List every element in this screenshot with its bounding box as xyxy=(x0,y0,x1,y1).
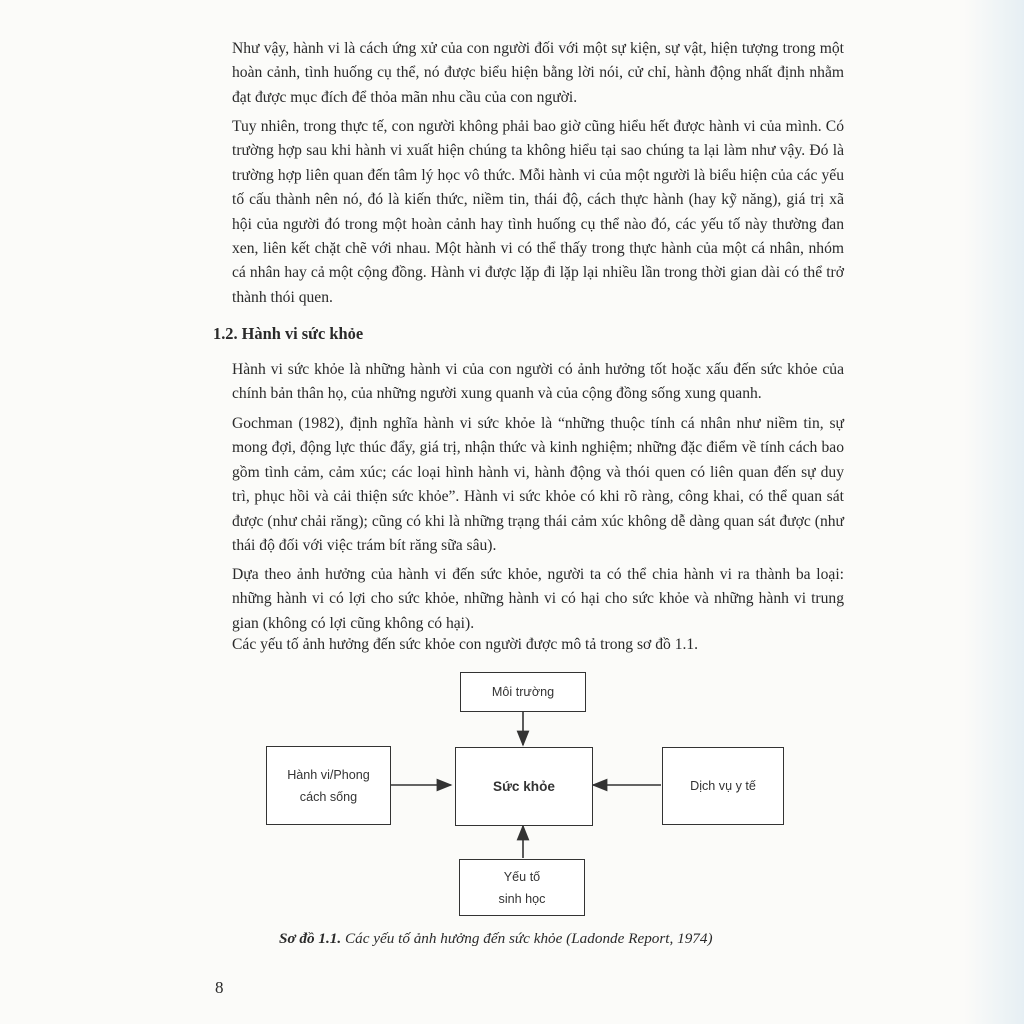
paragraph-text: Tuy nhiên, trong thực tế, con người không phải bao giờ cũng hiểu hết được hành vi của mình. Có trường hợp sau khi hành vi xuất hiện chúng ta không hiểu tại sao chúng ta lại làm như vậy. Đó là trường hợp liên quan đến tâm lý học vô thức. Mỗi hành vi của một người là biểu hiện của các yếu tố cấu thành nên nó, đó là kiến thức, niềm tin, thái độ, cách thực hành (hay kỹ năng), giá trị xã hội của người đó trong một hoàn cảnh hay tình huống cụ thể nào đó, các yếu tố này thường đan xen, liên kết chặt chẽ với nhau. Một hành vi có thể thấy trong thực hành của một cá nhân, nhóm cá nhân hay cả một cộng đồng. Hành vi được lặp đi lặp lại nhiều lần trong thời gian dài có thể trở thành thói quen. xyxy=(232,118,844,306)
box-lifestyle-line1: Hành vi/Phong xyxy=(287,767,370,782)
paragraph-text: Gochman (1982), định nghĩa hành vi sức khỏe là “những thuộc tính cá nhân như niềm tin, sự mong đợi, động lực thúc đẩy, giá trị, nhận thức và kinh nghiệm; những đặc điểm về tính cách bao gồm tình cảm, cảm xúc; các loại hình hành vi, hành động và thói quen có liên quan đến sự duy trì, phục hồi và cải thiện sức khỏe”. Hành vi sức khỏe có khi rõ ràng, công khai, có thể quan sát được (như chải răng); cũng có khi là những trạng thái cảm xúc không dễ dàng quan sát được (như thái độ đối với việc trám bít răng sữa sâu). xyxy=(232,415,844,555)
section-heading: 1.2. Hành vi sức khỏe xyxy=(213,324,364,343)
paragraph-text: Như vậy, hành vi là cách ứng xử của con người đối với một sự kiện, sự vật, hiện tượng trong một hoàn cảnh, tình huống cụ thể, nó được biểu hiện bằng lời nói, cử chỉ, hành động nhất định nhằm đạt được mục đích để thỏa mãn nhu cầu của con người. xyxy=(232,40,844,106)
box-biology-line2: sinh học xyxy=(498,891,546,906)
box-health-label: Sức khỏe xyxy=(493,778,555,794)
paragraph-text: Hành vi sức khỏe là những hành vi của con người có ảnh hưởng tốt hoặc xấu đến sức khỏe của chính bản thân họ, của những người xung quanh và của cộng đồng sống xung quanh. xyxy=(232,361,844,403)
box-lifestyle-line2: cách sống xyxy=(299,789,358,804)
box-health xyxy=(455,747,593,826)
box-biology xyxy=(459,859,585,916)
page-number: 8 xyxy=(215,978,224,997)
box-lifestyle xyxy=(266,746,391,825)
box-environment-label: Môi trường xyxy=(491,685,555,699)
box-environment xyxy=(460,672,586,712)
box-health-services-label: Dịch vụ y tế xyxy=(690,779,756,793)
box-biology-line1: Yếu tố xyxy=(503,869,541,884)
paragraph-text: Các yếu tố ảnh hưởng đến sức khỏe con người được mô tả trong sơ đồ 1.1. xyxy=(232,636,699,653)
paragraph-text: Dựa theo ảnh hưởng của hành vi đến sức khỏe, người ta có thể chia hành vi ra thành ba loại: những hành vi có lợi cho sức khỏe, những hành vi có hại cho sức khỏe và những hành vi trung gian (không có lợi cũng không có hại). xyxy=(232,566,844,632)
diagram-caption xyxy=(279,930,713,948)
caption-label: Sơ đồ 1.1. xyxy=(279,930,342,947)
caption-text: Các yếu tố ảnh hưởng đến sức khỏe (Ladonde Report, 1974) xyxy=(341,930,713,947)
box-health-services xyxy=(662,747,784,825)
